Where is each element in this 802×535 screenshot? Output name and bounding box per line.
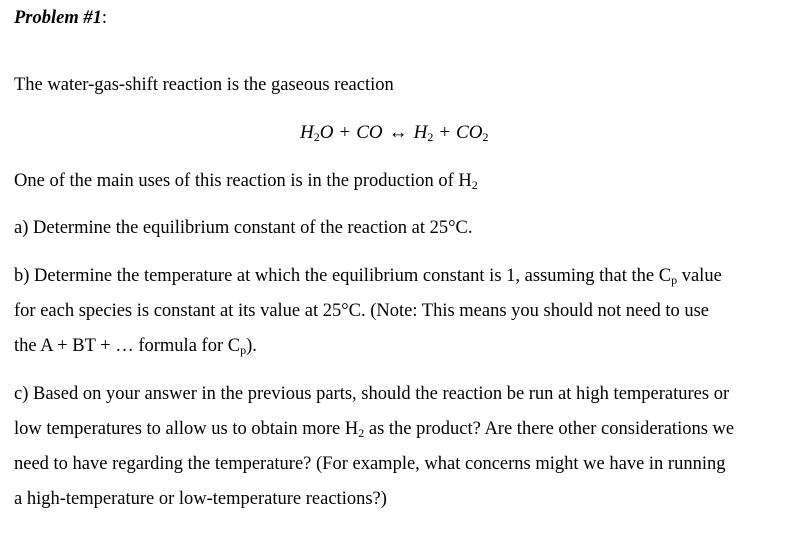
eq-h: H	[300, 122, 314, 143]
intro-text: The water-gas-shift reaction is the gaseous reaction	[14, 75, 394, 95]
uses-text-main: One of the main uses of this reaction is in the production of H	[14, 171, 472, 191]
part-c-line-2-sub: 2	[358, 426, 365, 440]
part-b-line-2: for each species is constant at its value at 25°C. (Note: This means you should not need to use	[14, 301, 710, 321]
eq-o: O	[319, 122, 334, 143]
problem-title-text: Problem #1	[14, 8, 102, 28]
part-b-line-1	[14, 267, 722, 286]
problem-title-colon: :	[101, 8, 108, 28]
part-c-line-1: c) Based on your answer in the previous parts, should the reaction be run at high temperatures or	[14, 384, 730, 404]
part-a-text: a) Determine the equilibrium constant of the reaction at 25°C.	[14, 218, 473, 238]
part-c-line-2-pre: low temperatures to allow us to obtain more H	[14, 419, 359, 439]
uses-text-sub: 2	[471, 178, 478, 192]
part-c-line-3: need to have regarding the temperature? (For example, what concerns might we have in running	[14, 454, 726, 474]
part-c-line-2	[14, 420, 734, 439]
part-b-line-1-post: value	[677, 266, 722, 286]
part-b-line-3-sub: p	[240, 343, 247, 357]
eq-co: CO	[356, 122, 383, 143]
part-b-line-1-sub: p	[671, 273, 678, 287]
eq-h-sub: 2	[313, 130, 320, 144]
eq-co2-sub: 2	[482, 130, 489, 144]
eq-plus-2: +	[439, 122, 451, 143]
part-b-line-1-pre: b) Determine the temperature at which the equilibrium constant is 1, assuming that the C	[14, 266, 672, 286]
eq-h2: H	[413, 122, 428, 143]
reaction-equation	[300, 123, 488, 142]
part-c-line-2-post: as the product? Are there other considerations we	[364, 419, 735, 439]
eq-co2: CO	[456, 122, 483, 143]
part-b-line-3-post: ).	[246, 336, 257, 356]
problem-title	[14, 9, 107, 28]
part-b-line-3	[14, 337, 257, 356]
eq-plus-1: +	[339, 122, 351, 143]
part-c-line-4: a high-temperature or low-temperature reactions?)	[14, 489, 387, 509]
part-b-line-3-pre: the A + BT + … formula for C	[14, 336, 241, 356]
uses-text	[14, 172, 478, 191]
eq-arrow: ↔	[388, 122, 408, 143]
eq-h2-sub: 2	[427, 130, 434, 144]
